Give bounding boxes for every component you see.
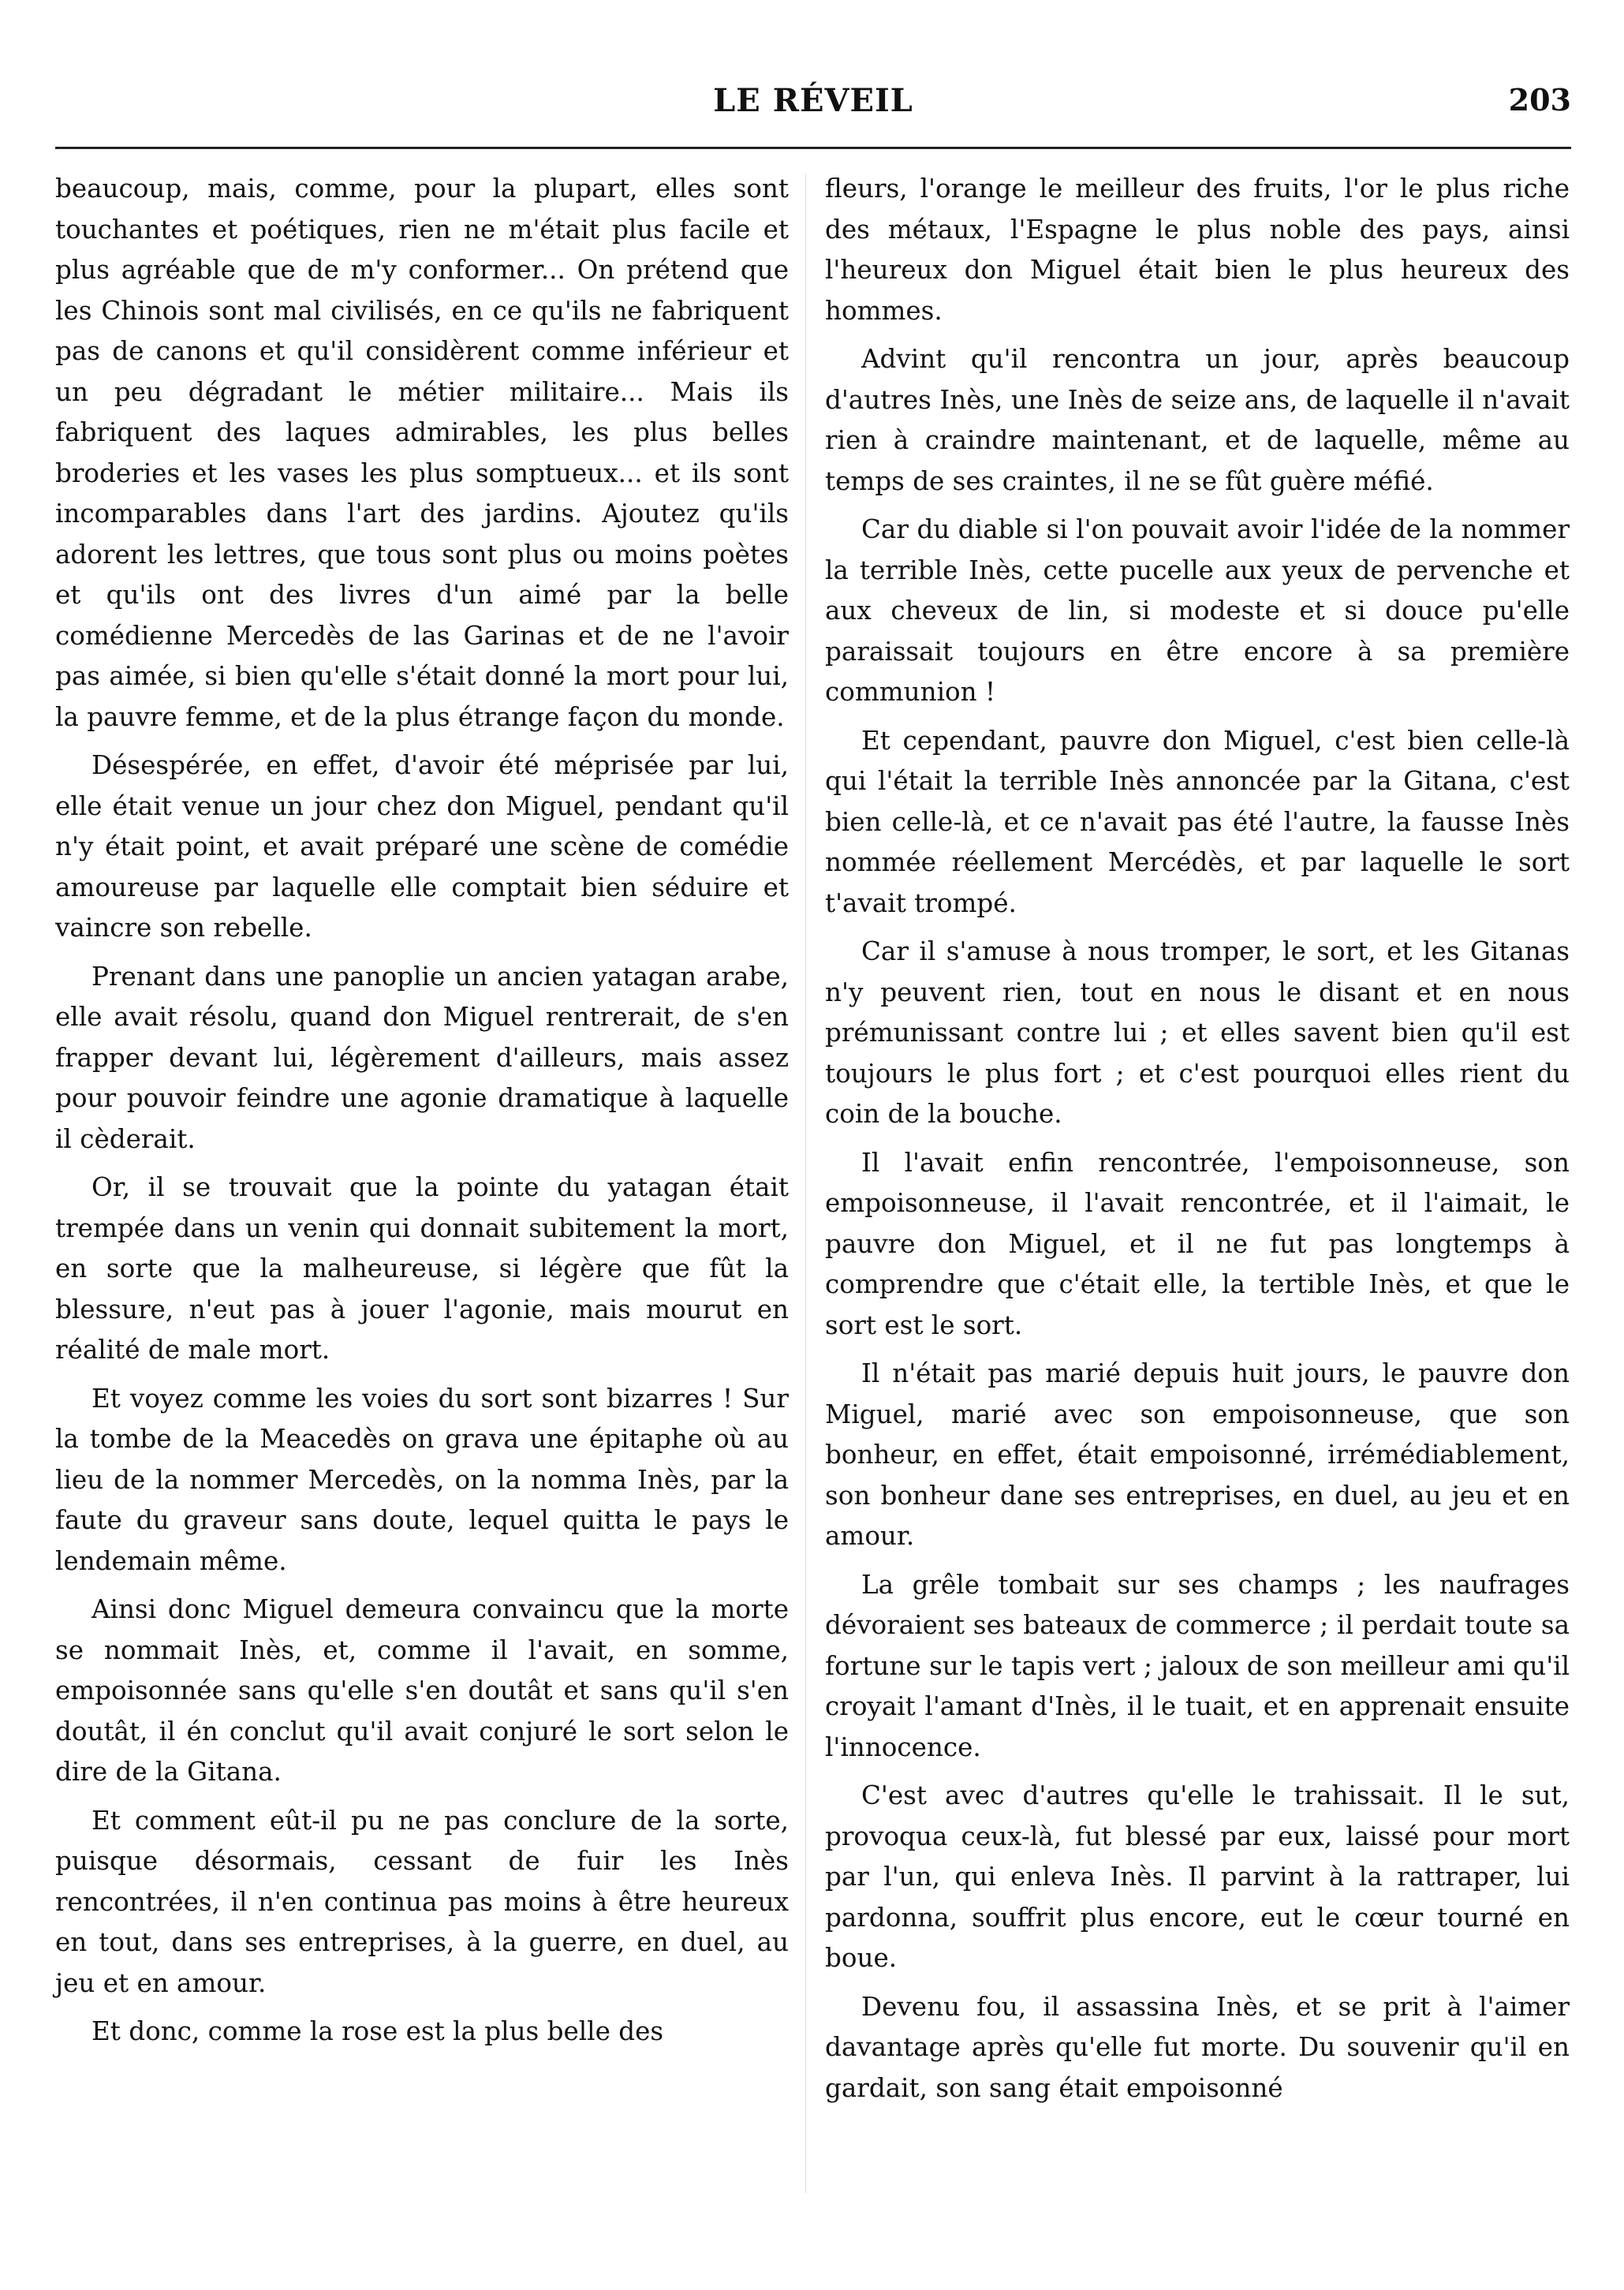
paragraph: Et voyez comme les voies du sort sont bizarres ! Sur la tombe de la Meacedès on grava une épitaphe où au lieu de la nommer Mercedès, on la nomma Inès, par la faute du graveur sans doute, lequel quitta le pays le lendemain même. (55, 1383, 789, 1576)
paragraph: Advint qu'il rencontra un jour, après beaucoup d'autres Inès, une Inès de seize ans, de laquelle il n'avait rien à craindre maintenant, et de laquelle, même au temps de ses craintes, il ne se fût guère méfié. (825, 344, 1570, 496)
paragraph: Il n'était pas marié depuis huit jours, le pauvre don Miguel, marié avec son empoisonneuse, que son bonheur, en effet, était empoisonné, irrémédiablement, son bonheur dane ses entreprises, en duel, au jeu et en amour. (825, 1358, 1570, 1551)
column-divider (805, 174, 806, 2193)
paragraph: Désespérée, en effet, d'avoir été méprisée par lui, elle était venue un jour chez don Miguel, pendant qu'il n'y était point, et avait préparé une scène de comédie amoureuse par laquelle elle comptait bien séduire et vaincre son rebelle. (55, 750, 789, 943)
paragraph: beaucoup, mais, comme, pour la plupart, elles sont touchantes et poétiques, rien ne m'était plus facile et plus agréable que de m'y conformer... On prétend que les Chinois sont mal civilisés, en ce qu'ils ne fabriquent pas de canons et qu'il considèrent comme inférieur et un peu dégradant le métier militaire... Mais ils fabriquent des laques admirables, les plus belles broderies et les vases les plus somptueux... et ils sont incomparables dans l'art des jardins. Ajoutez qu'ils adorent les lettres, que tous sont plus ou moins poètes et qu'ils ont des livres d'un aimé par la belle comédienne Mercedès de las Garinas et de ne l'avoir pas aimée, si bien qu'elle s'était donné la mort pour lui, la pauvre femme, et de la plus étrange façon du monde. (55, 174, 789, 732)
paragraph: Et donc, comme la rose est la plus belle des (91, 2016, 664, 2046)
paragraph: Or, il se trouvait que la pointe du yatagan était trempée dans un venin qui donnait subitement la mort, en sorte que la malheureuse, si légère que fût la blessure, n'eut pas à jouer l'agonie, mais mourut en réalité de male mort. (55, 1172, 789, 1365)
paragraph: Il l'avait enfin rencontrée, l'empoisonneuse, son empoisonneuse, il l'avait rencontrée, et il l'aimait, le pauvre don Miguel, et il ne fut pas longtemps à comprendre que c'était elle, la tertible Inès, et que le sort est le sort. (825, 1147, 1570, 1340)
running-title: LE RÉVEIL (713, 82, 913, 119)
paragraph: Et comment eût-il pu ne pas conclure de la sorte, puisque désormais, cessant de fuir les Inès rencontrées, il n'en continua pas moins à être heureux en tout, dans ses entreprises, à la guerre, en duel, au jeu et en amour. (55, 1805, 789, 1998)
paragraph: Prenant dans une panoplie un ancien yatagan arabe, elle avait résolu, quand don Miguel rentrerait, de s'en frapper devant lui, légèrement d'ailleurs, mais assez pour pouvoir feindre une agonie dramatique à laquelle il cèderait. (55, 961, 789, 1154)
paragraph: Devenu fou, il assassina Inès, et se prit à l'aimer davantage après qu'elle fut morte. Du souvenir qu'il en gardait, son sang était empoisonné (825, 1991, 1570, 2103)
paragraph: La grêle tombait sur ses champs ; les naufrages dévoraient ses bateaux de commerce ; il perdait toute sa fortune sur le tapis vert ; jaloux de son meilleur ami qu'il croyait l'amant d'Inès, il le tuait, et en apprenait ensuite l'innocence. (825, 1569, 1570, 1762)
page-number: 203 (1508, 82, 1571, 118)
running-header (55, 82, 1571, 137)
paragraph: Ainsi donc Miguel demeura convaincu que la morte se nommait Inès, et, comme il l'avait, en somme, empoisonnée sans qu'elle s'en doutât et sans qu'il s'en doutât, il én conclut qu'il avait conjuré le sort selon le dire de la Gitana. (55, 1594, 789, 1787)
paragraph: Car du diable si l'on pouvait avoir l'idée de la nommer la terrible Inès, cette pucelle aux yeux de pervenche et aux cheveux de lin, si modeste et si douce pu'elle paraissait toujours en être encore à sa première communion ! (825, 514, 1570, 707)
paragraph: fleurs, l'orange le meilleur des fruits, l'or le plus riche des métaux, l'Espagne le plus noble des pays, ainsi l'heureux don Miguel était bien le plus heureux des hommes. (825, 174, 1570, 326)
paragraph: Et cependant, pauvre don Miguel, c'est bien celle-là qui l'était la terrible Inès annoncée par la Gitana, c'est bien celle-là, et ce n'avait pas été l'autre, la fausse Inès nommée réellement Mercédès, et par laquelle le sort t'avait trompé. (825, 725, 1570, 918)
header-rule (55, 147, 1571, 149)
left-column (55, 169, 789, 2060)
right-column (825, 169, 1570, 2116)
paragraph: C'est avec d'autres qu'elle le trahissait. Il le sut, provoqua ceux-là, fut blessé par eux, laissé pour mort par l'un, qui enleva Inès. Il parvint à la rattraper, lui pardonna, souffrit plus encore, eut le cœur tourné en boue. (825, 1780, 1570, 1973)
paragraph: Car il s'amuse à nous tromper, le sort, et les Gitanas n'y peuvent rien, tout en nous le disant et en nous prémunissant contre lui ; et elles savent bien qu'il est toujours le plus fort ; et c'est pourquoi elles rient du coin de la bouche. (825, 936, 1570, 1129)
